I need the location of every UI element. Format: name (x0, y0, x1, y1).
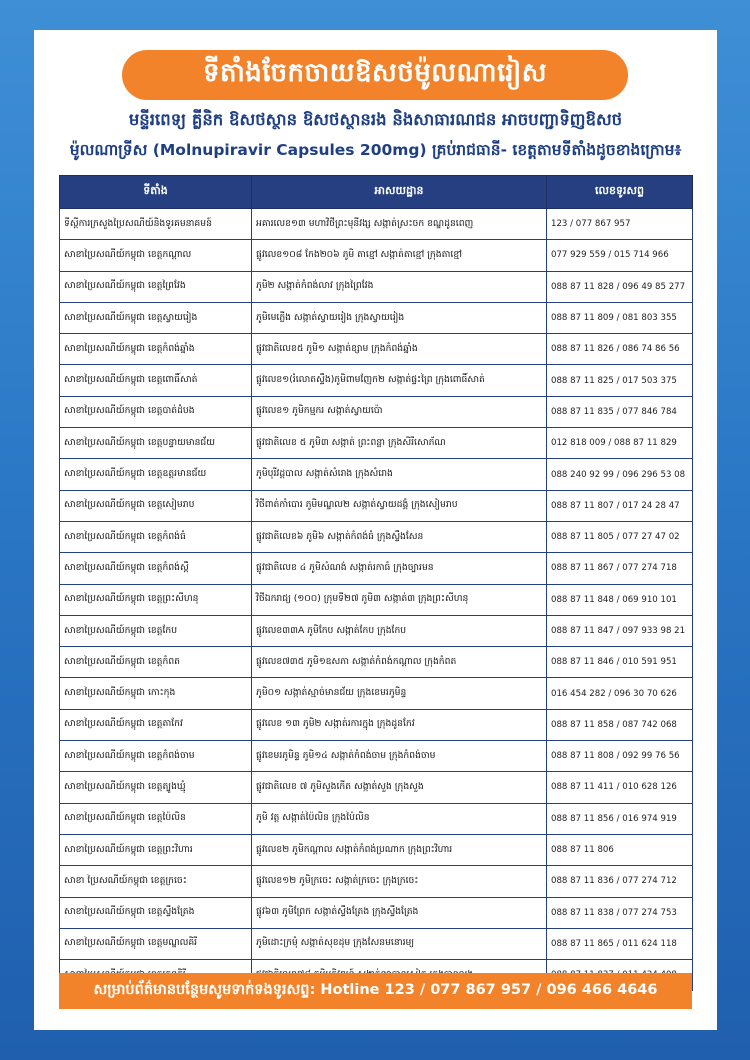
column-header-phone: លេខទូរសព្ទ (547, 176, 693, 209)
cell-address: ផ្លូវលេខ១ ភូមិកម្មករ សង្កាត់ស្វាយប៉ោ (252, 396, 547, 427)
cell-phone: 088 87 11 835 / 077 846 784 (547, 396, 693, 427)
cell-phone: 088 87 11 848 / 069 910 101 (547, 584, 693, 615)
cell-address: ផ្លូវជាតិលេខ ៥ ភូមិ៣ សង្កាត់ ព្រះពន្លា ក្រុងសិរីសោភ័ណ (252, 428, 547, 459)
table-row (60, 334, 693, 365)
cell-address: ផ្លូវជាតិលេខ៦ ភូមិ៦ សង្កាត់កំពង់ធំ ក្រុងស្ទឹងសែន (252, 521, 547, 552)
cell-address: ផ្លូវជាតិលេខ ៤ ភូមិសំណង់ សង្កាត់រកាធំ ក្រុងច្បារមន (252, 553, 547, 584)
cell-location: សាខាប្រៃសណីយ៍កម្ពុជា ខេត្តកំពត (60, 647, 252, 678)
cell-address: ភូមិមេភ្លើង សង្កាត់ស្វាយរៀង ក្រុងស្វាយរៀង (252, 302, 547, 333)
table-row (60, 459, 693, 490)
table-body (60, 209, 693, 991)
cell-location: សាខាប្រៃសណីយ៍កម្ពុជា ខេត្តមណ្ឌលគិរី (60, 928, 252, 959)
cell-address: ផ្លូវលេខ៧៣៥ ភូមិ១ឧសភា សង្កាត់កំពង់កណ្ដាល ក្រុងកំពត (252, 647, 547, 678)
table-row (60, 302, 693, 333)
cell-phone: 088 87 11 858 / 087 742 068 (547, 709, 693, 740)
footer-hotline-bar (59, 973, 692, 1009)
cell-location: សាខាប្រៃសណីយ៍កម្ពុជា ខេត្តឧត្តរមានជ័យ (60, 459, 252, 490)
cell-phone: 088 87 11 867 / 077 274 718 (547, 553, 693, 584)
cell-address: ផ្លូវលេខ៣៣A ភូមិកែប សង្កាត់កែប ក្រុងកែប (252, 615, 547, 646)
column-header-location: ទីតាំង (60, 176, 252, 209)
cell-phone: 088 87 11 805 / 077 27 47 02 (547, 521, 693, 552)
cell-location: សាខាប្រៃសណីយ៍កម្ពុជា ខេត្តសៀមរាប (60, 490, 252, 521)
cell-address: វិថីពាត់កាំបោរ ភូមិមណ្ឌល២ សង្កាត់ស្វាយដង្គំ ក្រុងសៀមរាប (252, 490, 547, 521)
cell-location: សាខាប្រៃសណីយ៍កម្ពុជា ខេត្តកំពង់ធំ (60, 521, 252, 552)
table-row (60, 428, 693, 459)
cell-phone: 012 818 009 / 088 87 11 829 (547, 428, 693, 459)
cell-location: សាខាប្រៃសណីយ៍កម្ពុជា ខេត្តកំពង់ឆ្នាំង (60, 334, 252, 365)
table-row (60, 240, 693, 271)
table-header-row (60, 176, 693, 209)
cell-phone: 088 87 11 865 / 011 624 118 (547, 928, 693, 959)
cell-phone: 016 454 282 / 096 30 70 626 (547, 678, 693, 709)
cell-phone: 088 87 11 825 / 017 503 375 (547, 365, 693, 396)
cell-address: អគារលេខ១៣ មហាវិថីព្រះមុនីវង្ស សង្កាត់ស្រះចក ខណ្ឌដូនពេញ (252, 209, 547, 240)
cell-address: វិថីឯករាជ្យ (១០០) ក្រុមទី២៧ ភូមិ៣ សង្កាត់៣ ក្រុងព្រះសីហនុ (252, 584, 547, 615)
table-row (60, 647, 693, 678)
cell-address: ភូមិដោះក្រមុំ សង្កាត់សុខដុម ក្រុងសែនមនោរម្យ (252, 928, 547, 959)
table-row (60, 271, 693, 302)
cell-phone: 088 87 11 808 / 092 99 76 56 (547, 741, 693, 772)
table-row (60, 678, 693, 709)
table-row (60, 803, 693, 834)
table-row (60, 615, 693, 646)
cell-address: ផ្លូវ៦៣ ភូមិព្រែក សង្កាត់ស្ទឹងត្រែង ក្រុងស្ទឹងត្រែង (252, 897, 547, 928)
cell-location: សាខាប្រៃសណីយ៍កម្ពុជា ខេត្តស្វាយរៀង (60, 302, 252, 333)
cell-location: សាខាប្រៃសណីយ៍កម្ពុជា ខេត្តព្រះវិហារ (60, 834, 252, 865)
table-row (60, 928, 693, 959)
cell-address: ភូមិ០១ សង្កាត់ស្មាច់មានជ័យ ក្រុងខេមរភូមិន្ទ (252, 678, 547, 709)
footer-hotline-text: សម្រាប់ព័ត៌មានបន្ថែមសូមទាក់ទងទូរសព្ទ: Hotline 123 / 077 867 957 / 096 466 4646 (93, 981, 658, 998)
subtitle-line-1: មន្ទីរពេទ្យ គ្លីនិក ឱសថស្ថាន ឱសថស្ថានរង និងសាធារណជន អាចបញ្ជាទិញឱសថ (128, 110, 623, 129)
cell-address: ផ្លូវលេខ១(រំលោតស្ទឹង)ភូមិពាមញែក២ សង្កាត់ផ្ទះព្រៃ ក្រុងពោធិ៍សាត់ (252, 365, 547, 396)
cell-address: ផ្លូវលេខ១២ ភូមិក្រចេះ សង្កាត់ក្រចេះ ក្រុងក្រចេះ (252, 866, 547, 897)
cell-location: សាខាប្រៃសណីយ៍កម្ពុជា ខេត្តបាត់ដំបង (60, 396, 252, 427)
cell-location: សាខាប្រៃសណីយ៍កម្ពុជា ខេត្តពោធិ៍សាត់ (60, 365, 252, 396)
table-row (60, 834, 693, 865)
cell-address: ភូមិបុរីវដ្តបាល សង្កាត់សំរោង ក្រុងសំរោង (252, 459, 547, 490)
cell-phone: 088 87 11 847 / 097 933 98 21 (547, 615, 693, 646)
cell-phone: 088 240 92 99 / 096 296 53 08 (547, 459, 693, 490)
cell-phone: 088 87 11 411 / 010 628 126 (547, 772, 693, 803)
page-title-banner (122, 50, 628, 100)
cell-phone: 088 87 11 807 / 017 24 28 47 (547, 490, 693, 521)
table-row (60, 709, 693, 740)
table-row (60, 866, 693, 897)
table-row (60, 553, 693, 584)
cell-phone: 088 87 11 856 / 016 974 919 (547, 803, 693, 834)
cell-address: ភូមិ វត្ត សង្កាត់ប៉ៃលិន ក្រុងប៉ៃលិន (252, 803, 547, 834)
cell-address: ផ្លូវលេខ១០៨ កែង២០៦ ភូមិ តាខ្មៅ សង្កាត់តាខ្មៅ ក្រុងតាខ្មៅ (252, 240, 547, 271)
table-row (60, 772, 693, 803)
cell-address: ភូមិ២ សង្កាត់កំពង់លាវ ក្រុងព្រៃវែង (252, 271, 547, 302)
cell-location: សាខាប្រៃសណីយ៍កម្ពុជា ខេត្តស្ទឹងត្រែង (60, 897, 252, 928)
cell-location: សាខា ប្រៃសណីយ៍កម្ពុជា ខេត្តក្រចេះ (60, 866, 252, 897)
cell-location: សាខាប្រៃសណីយ៍កម្ពុជា ខេត្តត្បូងឃ្មុំ (60, 772, 252, 803)
cell-phone: 088 87 11 806 (547, 834, 693, 865)
cell-address: ផ្លូវខេមរភូមិន្ទ ភូមិ១៤ សង្កាត់កំពង់ចាម ក្រុងកំពង់ចាម (252, 741, 547, 772)
cell-phone: 088 87 11 838 / 077 274 753 (547, 897, 693, 928)
table-row (60, 365, 693, 396)
cell-address: ផ្លូវលេខ២ ភូមិកណ្ដាល សង្កាត់កំពង់ប្រណាក ក្រុងព្រះវិហារ (252, 834, 547, 865)
cell-location: សាខាប្រៃសណីយ៍កម្ពុជា ខេត្តកំពង់ស្ពឺ (60, 553, 252, 584)
cell-location: សាខាប្រៃសណីយ៍កម្ពុជា កោះកុង (60, 678, 252, 709)
cell-phone: 088 87 11 836 / 077 274 712 (547, 866, 693, 897)
cell-phone: 077 929 559 / 015 714 966 (547, 240, 693, 271)
cell-address: ផ្លូវជាតិលេខ ៧ ភូមិសួងកើត សង្កាត់សួង ក្រុងសួង (252, 772, 547, 803)
table-row (60, 396, 693, 427)
cell-address: ផ្លូវលេខ ១៣ ភូមិ២ សង្កាត់រការក្នុង ក្រុងដូនកែវ (252, 709, 547, 740)
locations-table (59, 175, 693, 991)
cell-location: សាខាប្រៃសណីយ៍កម្ពុជា ខេត្តបន្ទាយមានជ័យ (60, 428, 252, 459)
cell-address: ផ្លូវជាតិលេខ៥ ភូមិ១ សង្កាត់ខ្សាម ក្រុងកំពង់ឆ្នាំង (252, 334, 547, 365)
cell-phone: 088 87 11 846 / 010 591 951 (547, 647, 693, 678)
table-row (60, 209, 693, 240)
cell-location: សាខាប្រៃសណីយ៍កម្ពុជា ខេត្តតាកែវ (60, 709, 252, 740)
table-row (60, 521, 693, 552)
table-row (60, 584, 693, 615)
table-row (60, 490, 693, 521)
cell-location: ទីស្តីការក្រសួងប្រៃសណីយ៍និងទូរគមនាគមន៍ (60, 209, 252, 240)
cell-location: សាខាប្រៃសណីយ៍កម្ពុជា ខេត្តកណ្ដាល (60, 240, 252, 271)
page-title: ទីតាំងចែកចាយឱសថម៉ូលណារៀស (202, 58, 548, 88)
cell-phone: 088 87 11 826 / 086 74 86 56 (547, 334, 693, 365)
cell-phone: 123 / 077 867 957 (547, 209, 693, 240)
cell-location: សាខាប្រៃសណីយ៍កម្ពុជា ខេត្តព្រៃវែង (60, 271, 252, 302)
cell-phone: 088 87 11 809 / 081 803 355 (547, 302, 693, 333)
cell-location: សាខាប្រៃសណីយ៍កម្ពុជា ខេត្តព្រះសីហនុ (60, 584, 252, 615)
column-header-address: អាសយដ្ឋាន (252, 176, 547, 209)
table-row (60, 897, 693, 928)
cell-location: សាខាប្រៃសណីយ៍កម្ពុជា ខេត្តកែប (60, 615, 252, 646)
subtitle-line-2: ម៉ូលណាទ្រីស (Molnupiravir Capsules 200mg) គ្រប់រាជធានី- ខេត្តតាមទីតាំងដូចខាងក្រោម៖ (69, 141, 682, 159)
cell-location: សាខាប្រៃសណីយ៍កម្ពុជា ខេត្តកំពង់ចាម (60, 741, 252, 772)
cell-phone: 088 87 11 828 / 096 49 85 277 (547, 271, 693, 302)
cell-location: សាខាប្រៃសណីយ៍កម្ពុជា ខេត្តប៉ៃលិន (60, 803, 252, 834)
document-sheet (34, 30, 717, 1030)
table-row (60, 741, 693, 772)
